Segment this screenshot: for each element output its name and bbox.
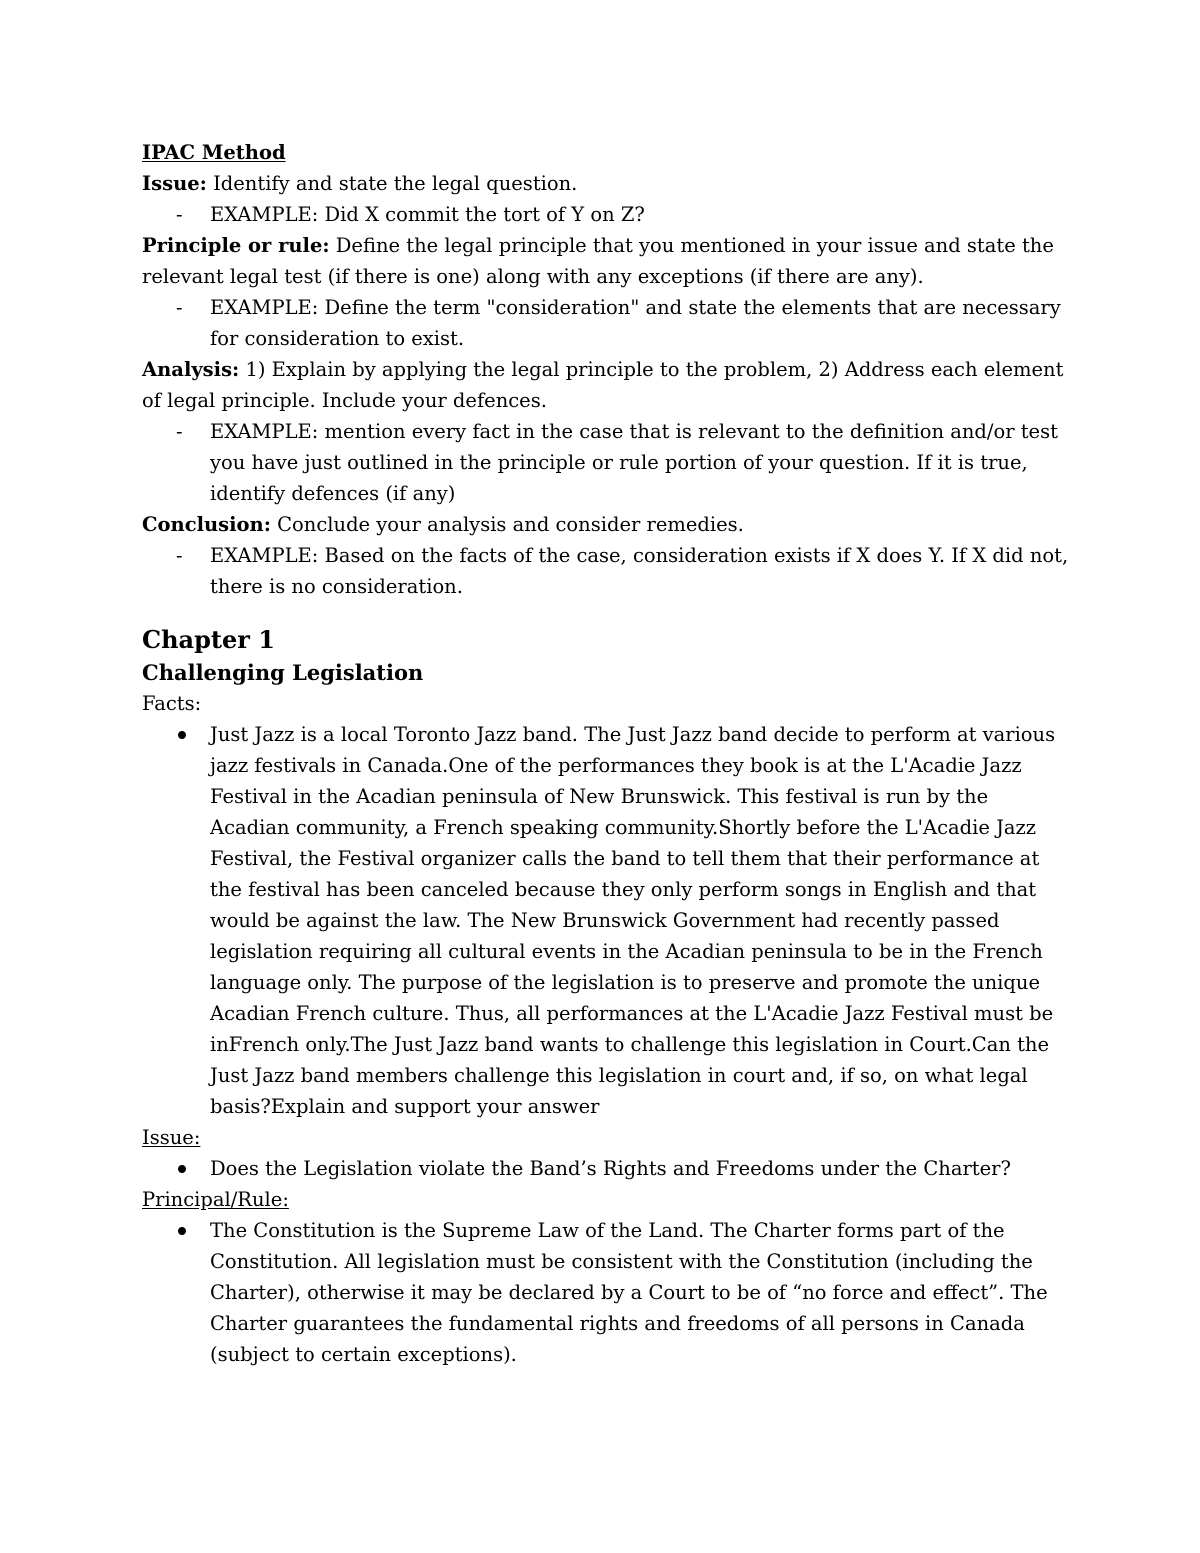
document-page — [142, 137, 1072, 1370]
ipac-rule-example-text: EXAMPLE: Define the term "consideration" and state the elements that are necessary for consideration to exist. — [210, 296, 1061, 350]
ipac-conclusion — [142, 509, 1072, 540]
dash-marker: - — [176, 296, 183, 319]
ipac-conclusion-example-text: EXAMPLE: Based on the facts of the case, consideration exists if X does Y. If X did not, there is no consideration. — [210, 544, 1069, 598]
ipac-analysis-text: 1) Explain by applying the legal principle to the problem, 2) Address each element of legal principle. Include your defences. — [142, 358, 1064, 412]
ipac-analysis-label: Analysis: — [142, 358, 240, 381]
ipac-issue-label: Issue: — [142, 172, 207, 195]
ipac-analysis-example — [142, 416, 1072, 509]
rule-label: Principal/Rule: — [142, 1188, 289, 1211]
chapter-subtitle: Challenging Legislation — [142, 660, 424, 685]
dash-marker: - — [176, 203, 183, 226]
ipac-issue-text: Identify and state the legal question. — [206, 172, 578, 195]
ipac-rule-label: Principle or rule: — [142, 234, 330, 257]
rule-item — [142, 1215, 1072, 1370]
chapter-title: Chapter 1 — [142, 625, 275, 654]
ipac-issue-example-text: EXAMPLE: Did X commit the tort of Y on Z? — [210, 203, 645, 226]
ipac-conclusion-example — [142, 540, 1072, 602]
facts-item — [142, 719, 1072, 1122]
issue-label: Issue: — [142, 1126, 201, 1149]
bullet-marker — [178, 731, 186, 739]
ipac-title: IPAC Method — [142, 141, 286, 164]
ipac-rule-text: Define the legal principle that you mentioned in your issue and state the relevant legal test (if there is one) along with any exceptions (if there are any). — [142, 234, 1054, 288]
ipac-analysis — [142, 354, 1072, 416]
dash-marker: - — [176, 544, 183, 567]
ipac-conclusion-text: Conclude your analysis and consider remedies. — [270, 513, 744, 536]
ipac-analysis-example-text: EXAMPLE: mention every fact in the case that is relevant to the definition and/or test you have just outlined in the principle or rule portion of your question. If it is true, identify defences (if any) — [210, 420, 1058, 505]
bullet-marker — [178, 1165, 186, 1173]
ipac-rule-example — [142, 292, 1072, 354]
ipac-conclusion-label: Conclusion: — [142, 513, 271, 536]
issue-text: Does the Legislation violate the Band’s Rights and Freedoms under the Charter? — [210, 1157, 1011, 1180]
dash-marker: - — [176, 420, 183, 443]
issue-item — [142, 1153, 1072, 1184]
rule-text: The Constitution is the Supreme Law of the Land. The Charter forms part of the Constitution. All legislation must be consistent with the Constitution (including the Charter), otherwise it may be declared by a Court to be of “no force and effect”. The Charter guarantees the fundamental rights and freedoms of all persons in Canada (subject to certain exceptions). — [210, 1219, 1048, 1366]
ipac-issue-example — [142, 199, 1072, 230]
bullet-marker — [178, 1227, 186, 1235]
facts-label: Facts: — [142, 692, 202, 715]
ipac-issue — [142, 168, 1072, 199]
ipac-rule — [142, 230, 1072, 292]
facts-text: Just Jazz is a local Toronto Jazz band. The Just Jazz band decide to perform at various jazz festivals in Canada.One of the performances they book is at the L'Acadie Jazz Festival in the Acadian peninsula of New Brunswick. This festival is run by the Acadian community, a French speaking community.Shortly before the L'Acadie Jazz Festival, the Festival organizer calls the band to tell them that their performance at the festival has been canceled because they only perform songs in English and that would be against the law. The New Brunswick Government had recently passed legislation requiring all cultural events in the Acadian peninsula to be in the French language only. The purpose of the legislation is to preserve and promote the unique Acadian French culture. Thus, all performances at the L'Acadie Jazz Festival must be inFrench only.The Just Jazz band wants to challenge this legislation in Court.Can the Just Jazz band members challenge this legislation in court and, if so, on what legal basis?Explain and support your answer — [210, 723, 1056, 1118]
